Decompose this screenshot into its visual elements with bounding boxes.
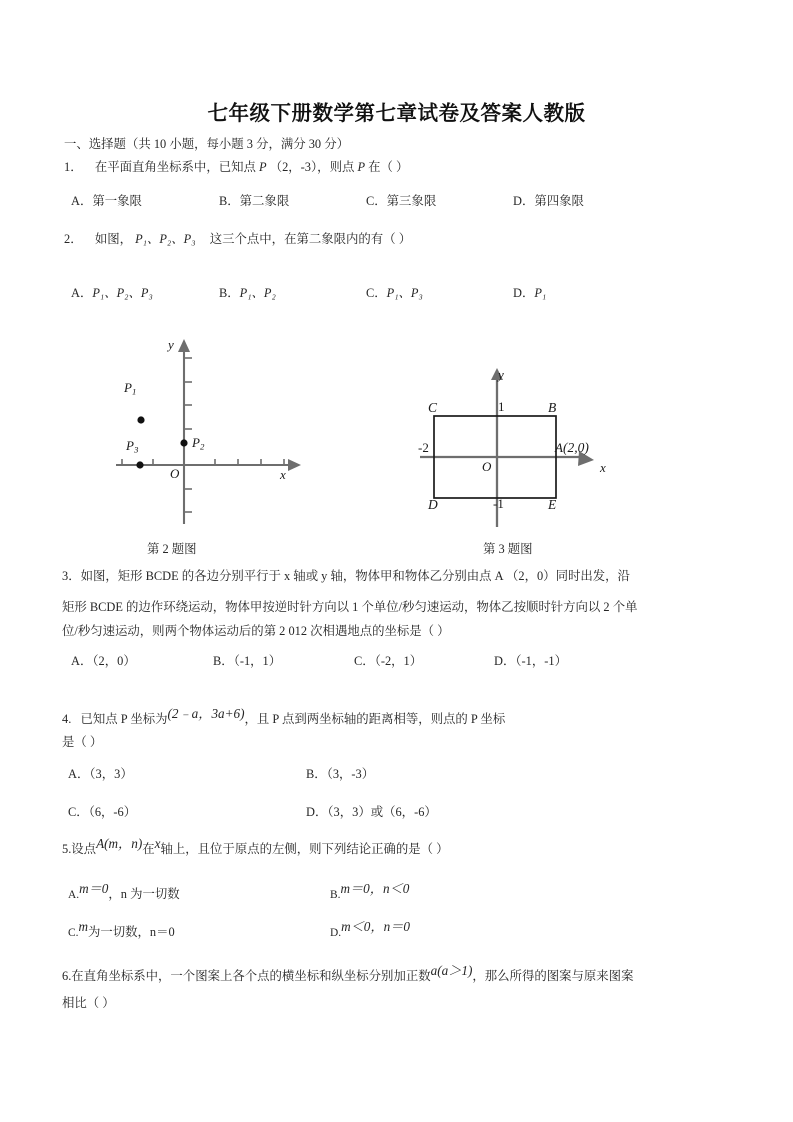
q6-stem-post: ，那么所得的图案与原来图案 <box>472 969 634 983</box>
q6-stem-math: a(a＞1) <box>430 963 473 978</box>
q5-number: 5. <box>62 842 72 856</box>
q4-option-a-text: （3，3） <box>89 767 133 781</box>
q1-option-c-label: C． <box>366 194 387 208</box>
y-axis-label: y <box>168 337 174 352</box>
figure-question-2 <box>108 332 328 532</box>
q2-stem-post: 这三个点中，在第二象限内的有（ ） <box>209 232 412 246</box>
question-1-stem <box>64 160 408 176</box>
q5-option-a-math: m＝0 <box>79 881 109 896</box>
question-3-line-3: 位/秒匀速运动，则两个物体运动后的第 2 012 次相遇地点的坐标是（ ） <box>62 624 450 638</box>
q4-option-a[interactable] <box>68 767 133 783</box>
q4-option-c[interactable] <box>68 805 136 821</box>
q4-option-b[interactable] <box>306 767 374 783</box>
q4-option-b-text: （3，-3） <box>326 767 375 781</box>
q1-option-b-label: B． <box>219 194 240 208</box>
q3-option-c-label: C． <box>354 654 375 668</box>
q4-stem-post: ，且 P 点到两坐标轴的距离相等，则点的 P 坐标 <box>244 712 506 726</box>
q1-option-c-text: 第三象限 <box>386 194 437 208</box>
q5-option-a-text: ，n 为一切数 <box>108 887 180 901</box>
figure-2-canvas <box>108 332 328 532</box>
q3-number: 3． <box>62 569 81 583</box>
q4-option-d-label: D． <box>306 805 328 819</box>
q2-option-d-label: D． <box>513 286 535 300</box>
point-p3-marker <box>136 461 143 468</box>
question-6-stem <box>62 963 634 985</box>
q1-stem-post: 在（ ） <box>368 160 409 174</box>
q3-option-a-text: （2，0） <box>92 654 136 668</box>
q1-option-d-label: D． <box>513 194 535 208</box>
q2-option-c-label: C． <box>366 286 387 300</box>
q3-option-b-text: （-1，1） <box>233 654 282 668</box>
q2-option-b[interactable] <box>219 286 276 302</box>
tick-label-bottom: -1 <box>493 496 504 511</box>
q5-option-a-label: A. <box>68 889 80 901</box>
q4-option-d[interactable] <box>306 805 437 821</box>
q1-stem-mid: （2，-3），则点 <box>269 160 355 174</box>
q5-option-d-label: D. <box>330 927 342 939</box>
q4-option-a-label: A． <box>68 767 90 781</box>
q3-text-line-1: 如图，矩形 BCDE 的各边分别平行于 x 轴或 y 轴，物体甲和物体乙分别由点 A （2，0）同时出发，沿 <box>80 569 630 583</box>
question-4-stem <box>62 706 506 728</box>
vertex-e-label: E <box>548 497 557 512</box>
q5-option-c-math: m <box>78 919 88 934</box>
q3-option-b[interactable] <box>213 654 281 670</box>
q4-number: 4. <box>62 712 72 726</box>
q6-stem-pre: 在直角坐标系中，一个图案上各个点的横坐标和纵坐标分别加正数 <box>71 969 431 983</box>
q1-option-d-text: 第四象限 <box>534 194 584 208</box>
y-axis-ticks <box>184 358 192 512</box>
q2-option-a[interactable] <box>71 286 153 302</box>
q5-option-c-label: C. <box>68 927 79 939</box>
q3-option-a-label: A． <box>71 654 93 668</box>
q5-option-b[interactable] <box>330 881 410 903</box>
figure-question-3 <box>420 332 645 532</box>
q2-option-d[interactable] <box>513 286 546 302</box>
q5-stem-mid: 在 <box>142 842 155 856</box>
q2-option-c-text: P₁、P₃ <box>386 286 423 300</box>
figure-3-caption: 第 3 题图 <box>483 542 533 556</box>
point-p1-marker <box>137 416 144 423</box>
q3-option-d-text: （-1，-1） <box>515 654 567 668</box>
vertex-c-label: C <box>428 400 438 415</box>
q2-stem-pre: 如图， <box>94 232 132 246</box>
q2-number: 2． <box>64 232 83 246</box>
vertex-b-label: B <box>548 400 557 415</box>
q3-option-c-text: （-2，1） <box>374 654 423 668</box>
q4-option-c-label: C． <box>68 805 89 819</box>
q5-stem-pre: 设点 <box>71 842 97 856</box>
question-6-stem-line-2: 相比（ ） <box>62 996 115 1010</box>
q3-option-b-label: B． <box>213 654 234 668</box>
q5-stem-math-2: x <box>154 836 161 851</box>
q2-option-c[interactable] <box>366 286 423 302</box>
question-3-line-1 <box>62 569 630 585</box>
q5-option-c[interactable] <box>68 919 175 941</box>
point-p1-label: $P_1$ <box>124 380 137 397</box>
q5-option-b-label: B. <box>330 889 341 901</box>
tick-label-top: 1 <box>498 399 505 414</box>
origin-label: O <box>170 466 180 481</box>
q5-option-c-text: 为一切数，n＝0 <box>87 925 175 939</box>
q4-option-c-text: （6，-6） <box>88 805 137 819</box>
q4-option-d-text: （3，3）或（6，-6） <box>327 805 437 819</box>
figure-3-canvas <box>420 332 645 532</box>
q1-stem-pre: 在平面直角坐标系中，已知点 <box>94 160 256 174</box>
x-axis-arrow <box>288 459 301 471</box>
q1-option-a[interactable] <box>71 194 142 210</box>
figure-2-caption: 第 2 题图 <box>147 542 197 556</box>
point-p2-label: $P_2$ <box>192 435 205 452</box>
q2-option-a-text: P₁、P₂、P₃ <box>92 286 153 300</box>
q1-option-b-text: 第二象限 <box>239 194 290 208</box>
q2-option-b-text: P₁、P₂ <box>239 286 276 300</box>
q5-option-b-math: m＝0，n＜0 <box>340 881 410 896</box>
q1-var-p2: P <box>357 160 366 174</box>
section-heading: 一、选择题（共 10 小题，每小题 3 分，满分 30 分） <box>64 137 349 151</box>
q1-option-c[interactable] <box>366 194 436 210</box>
question-2-stem <box>64 232 411 248</box>
q4-stem-pre: 已知点 P 坐标为 <box>80 712 168 726</box>
x-axis-label: x <box>600 460 606 475</box>
q2-stem-points: P₁、P₂、P₃ <box>135 232 196 246</box>
q3-option-a[interactable] <box>71 654 136 670</box>
q2-option-d-text: P₁ <box>534 286 547 300</box>
q1-var-p: P <box>259 160 267 174</box>
q4-stem-math: (2﹣a，3a+6) <box>167 706 245 721</box>
q3-option-c[interactable] <box>354 654 422 670</box>
point-p3-label: $P_3$ <box>126 438 139 455</box>
q5-option-d[interactable] <box>330 919 410 941</box>
q1-option-d[interactable] <box>513 194 584 210</box>
vertex-d-label: D <box>428 497 438 512</box>
tick-label-left: -2 <box>418 440 429 455</box>
q5-option-d-math: m＜0，n＝0 <box>341 919 410 934</box>
q3-option-d-label: D． <box>494 654 516 668</box>
q4-option-b-label: B． <box>306 767 327 781</box>
origin-label: O <box>482 459 492 474</box>
q6-number: 6. <box>62 969 72 983</box>
q2-option-b-label: B． <box>219 286 240 300</box>
y-axis-arrow <box>178 339 190 352</box>
page-title: 七年级下册数学第七章试卷及答案人教版 <box>207 103 586 125</box>
point-p2-marker <box>180 439 187 446</box>
q5-stem-math: A(m，n) <box>96 836 143 851</box>
q5-option-a[interactable] <box>68 881 180 903</box>
q1-option-b[interactable] <box>219 194 289 210</box>
q2-option-a-label: A． <box>71 286 93 300</box>
x-axis-label: x <box>280 467 286 482</box>
q1-option-a-text: 第一象限 <box>92 194 142 208</box>
question-5-stem <box>62 836 449 858</box>
y-axis-label: y <box>498 367 504 382</box>
point-a-label: A(2,0) <box>555 440 589 455</box>
q1-option-a-label: A． <box>71 194 93 208</box>
question-3-line-2: 矩形 BCDE 的边作环绕运动，物体甲按逆时针方向以 1 个单位/秒匀速运动，物体乙按顺时针方向以 2 个单 <box>62 600 638 614</box>
q3-option-d[interactable] <box>494 654 567 670</box>
q1-number: 1． <box>64 160 83 174</box>
question-4-stem-line-2: 是（ ） <box>62 735 103 749</box>
q5-stem-post: 轴上，且位于原点的左侧，则下列结论正确的是（ ） <box>160 842 449 856</box>
